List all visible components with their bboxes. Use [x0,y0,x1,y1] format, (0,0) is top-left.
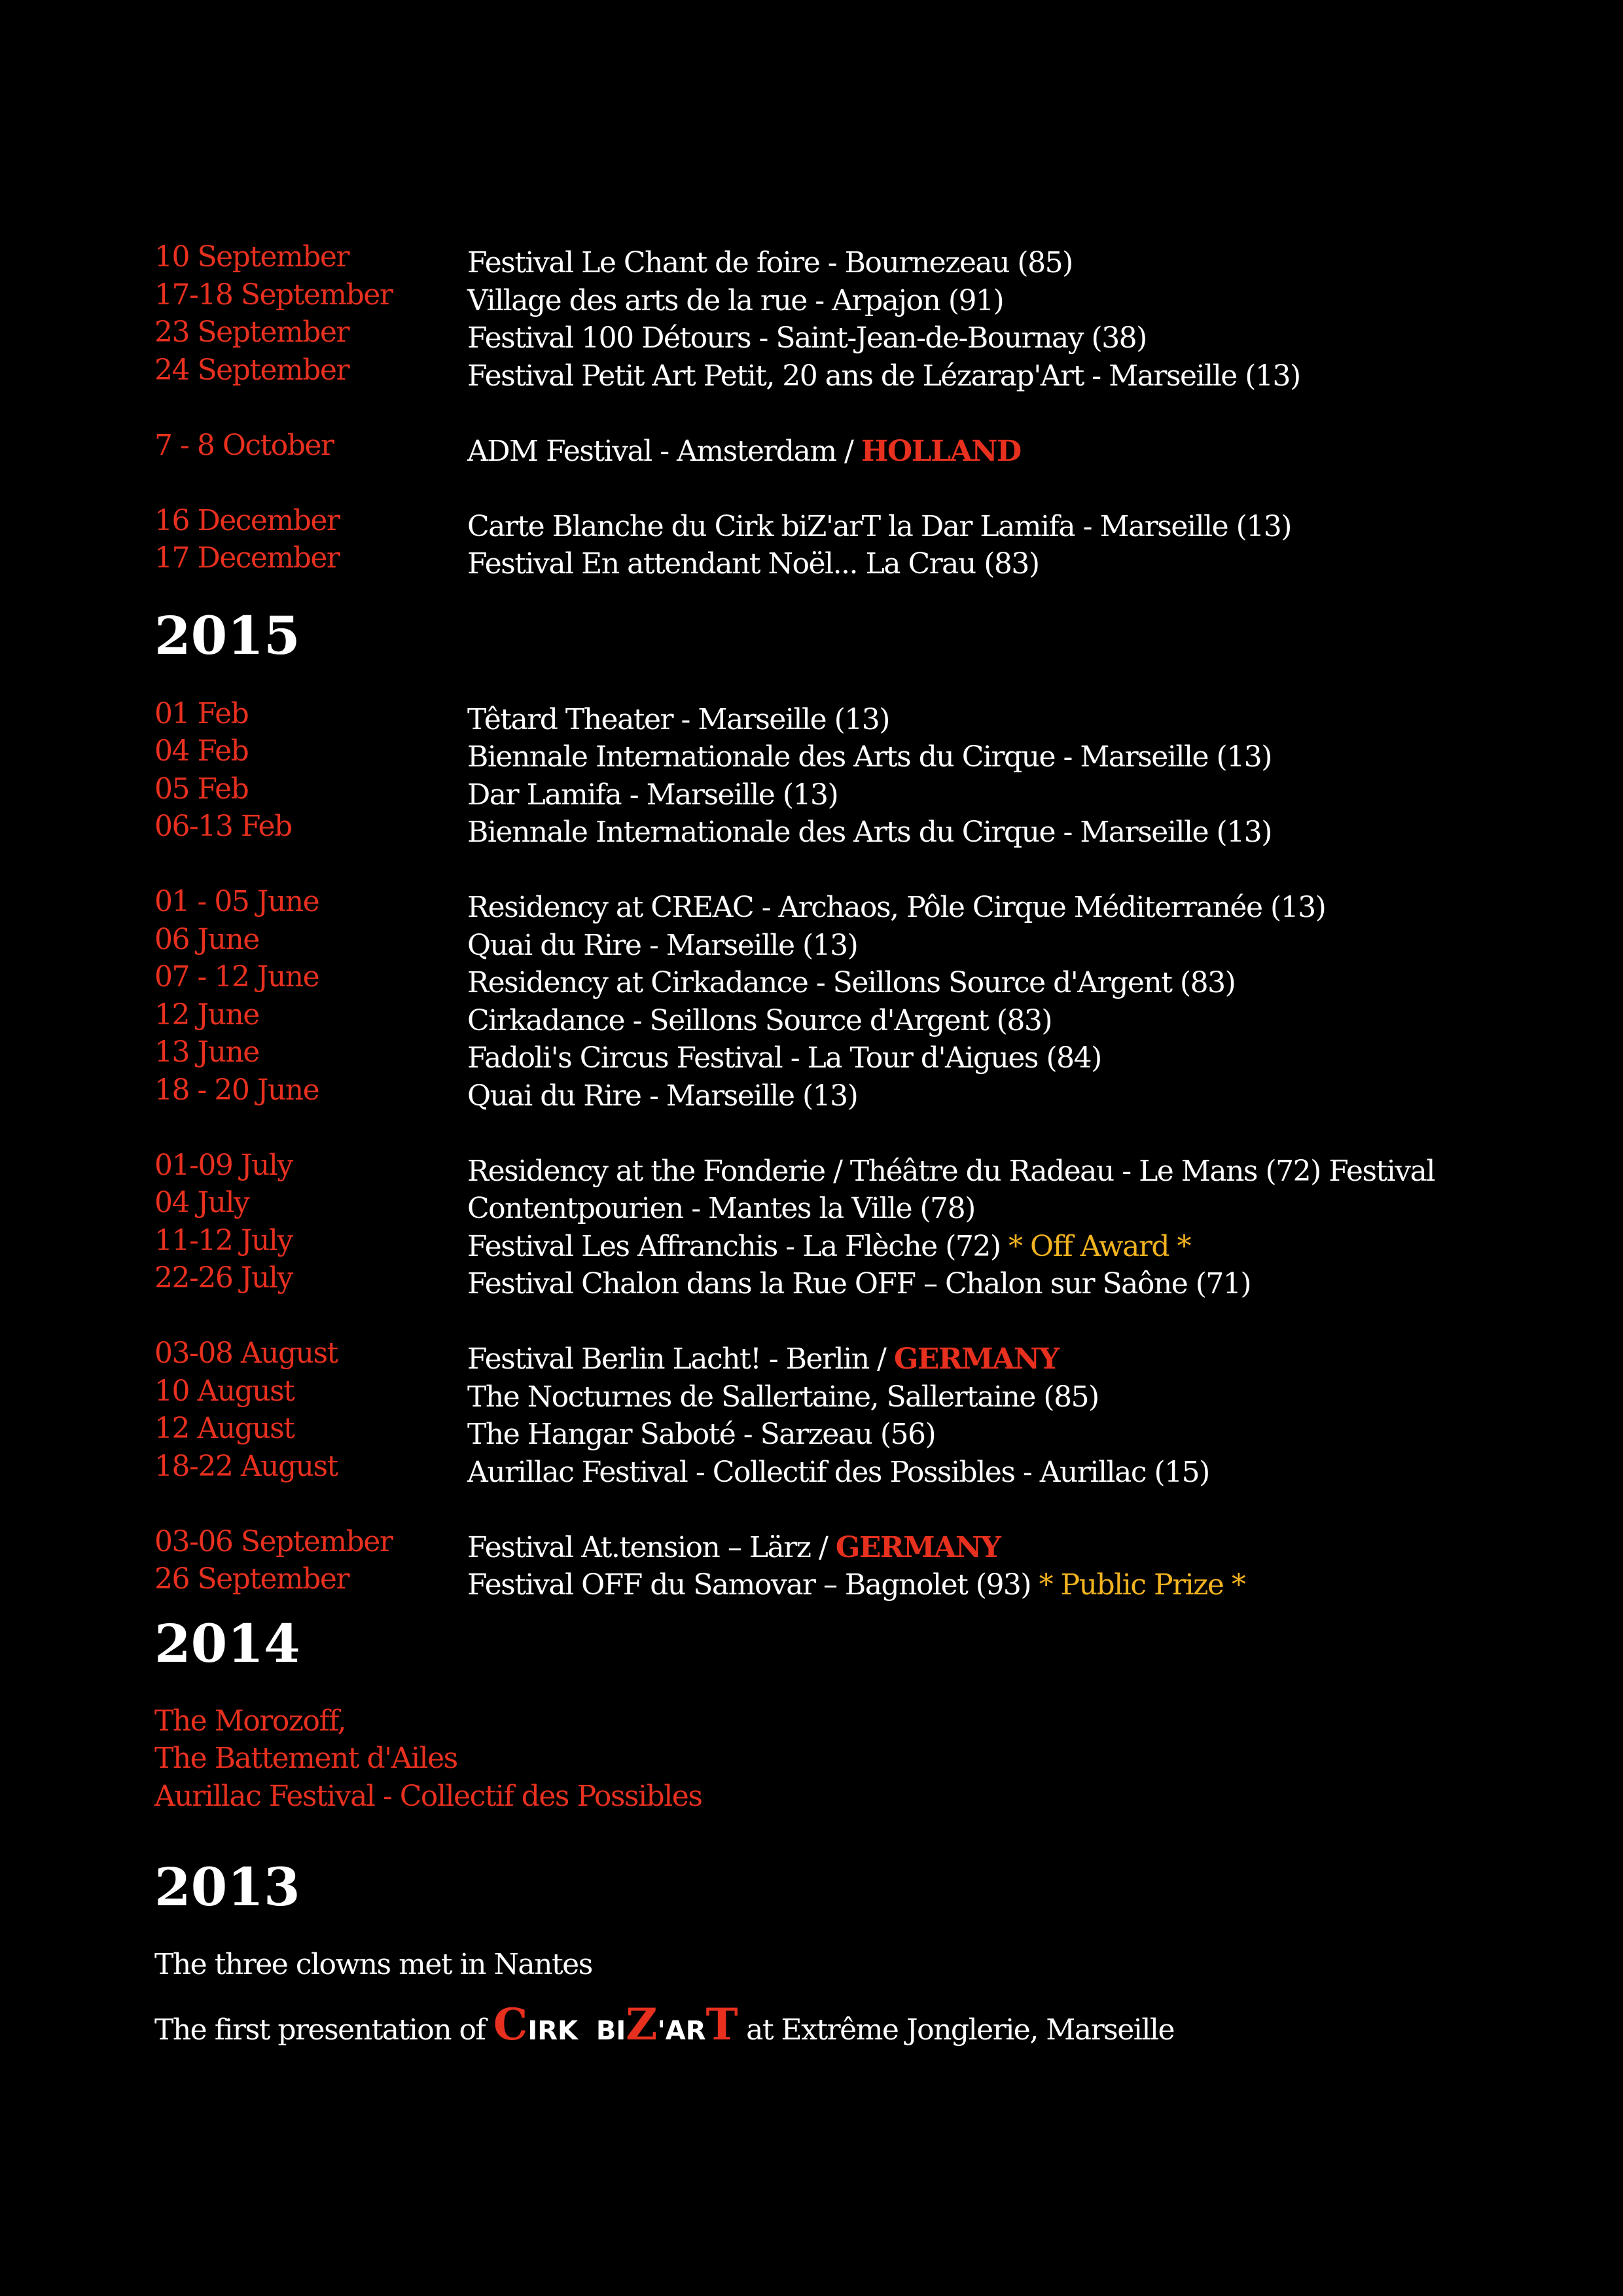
event-row [154,810,1529,852]
event-description [467,282,1003,320]
event-text: Festival Petit Art Petit, 20 ans de Lézarap'Art - Marseille (13) [467,359,1300,393]
event-date: 23 September [154,315,349,349]
event-description [467,964,1235,1002]
award-label: * Public Prize * [1039,1568,1245,1602]
event-description [467,1228,1190,1266]
event-text: Quai du Rire - Marseille (13) [467,1079,858,1113]
event-row [154,1073,1529,1115]
event-description [467,433,1021,471]
event-description [467,738,1272,776]
event-date: 12 August [154,1412,294,1445]
event-text: Festival Chalon dans la Rue OFF – Chalon sur Saône (71) [467,1267,1251,1300]
cirk-bizart-logo: CIRK BIZ'ART [493,1998,738,2050]
event-description [467,889,1325,927]
year-heading: 2014 [154,1612,300,1674]
country-label: HOLLAND [861,434,1021,468]
event-date: 17 December [154,541,340,575]
event-description [467,319,1147,357]
event-row [154,541,1529,583]
event-description [467,1454,1209,1492]
event-date: 07 - 12 June [154,960,319,994]
event-date: 01-09 July [154,1148,293,1182]
event-date: 01 - 05 June [154,885,319,918]
history-line: The three clowns met in Nantes [154,1948,592,1981]
tour-dates-page [154,240,1529,2050]
event-date: 10 September [154,240,349,274]
event-text: Fadoli's Circus Festival - La Tour d'Aigues (84) [467,1041,1101,1075]
event-description [467,776,838,814]
country-label: GERMANY [835,1530,1001,1564]
event-date: 24 September [154,353,349,387]
event-text: Dar Lamifa - Marseille (13) [467,778,838,812]
event-text: Cirkadance - Seillons Source d'Argent (83) [467,1003,1052,1037]
event-description [467,508,1291,546]
history-line [154,1998,1529,2050]
event-date: 01 Feb [154,696,249,730]
event-description [467,1416,935,1454]
event-text: Festival En attendant Noël... La Crau (83) [467,547,1039,581]
event-date: 13 June [154,1035,259,1069]
event-date: 12 June [154,997,259,1031]
history-line: The Battement d'Ailes [154,1742,457,1775]
event-description [467,701,889,739]
award-label: * Off Award * [1008,1229,1191,1263]
event-description [467,244,1073,282]
event-description [467,545,1039,583]
event-text: Festival Le Chant de foire - Bournezeau (85) [467,246,1073,279]
event-date: 7 - 8 October [154,428,334,462]
history-line: The Morozoff, [154,1704,346,1738]
event-row [154,1562,1529,1604]
event-text: Biennale Internationale des Arts du Cirque - Marseille (13) [467,816,1272,849]
event-description [467,1077,857,1115]
event-description [467,1190,975,1228]
event-date: 03-06 September [154,1524,393,1558]
event-text: Residency at the Fonderie / Théâtre du Radeau - Le Mans (72) Festival [467,1154,1435,1188]
event-date: 11-12 July [154,1223,293,1257]
year-heading: 2013 [154,1856,300,1918]
event-date: 16 December [154,503,340,537]
event-description [467,1265,1251,1303]
event-text: Festival 100 Détours - Saint-Jean-de-Bournay (38) [467,321,1147,355]
year-heading: 2015 [154,604,300,666]
event-text: Contentpourien - Mantes la Ville (78) [467,1192,975,1225]
event-description [467,927,857,965]
event-text: The Nocturnes de Sallertaine, Sallertaine (85) [467,1380,1099,1414]
event-date: 18 - 20 June [154,1073,319,1107]
event-description [467,1002,1052,1040]
event-description [467,1378,1099,1416]
event-date: 17-18 September [154,278,393,312]
event-description [467,1340,1059,1378]
history-line: Aurillac Festival - Collectif des Possibles [154,1779,702,1813]
event-date: 06 June [154,922,259,956]
event-date: 26 September [154,1562,349,1596]
event-text: Residency at Cirkadance - Seillons Source d'Argent (83) [467,966,1236,999]
event-text: Residency at CREAC - Archaos, Pôle Cirque Méditerranée (13) [467,891,1326,924]
event-description [467,1566,1245,1604]
event-description [467,357,1300,395]
country-label: GERMANY [893,1342,1059,1376]
event-text: Aurillac Festival - Collectif des Possibles - Aurillac (15) [467,1455,1209,1489]
event-text: Biennale Internationale des Arts du Cirque - Marseille (13) [467,740,1272,774]
event-text: Festival OFF du Samovar – Bagnolet (93) [467,1568,1039,1602]
event-date: 05 Feb [154,772,249,806]
event-row [154,1261,1529,1303]
event-date: 06-13 Feb [154,810,292,843]
event-description [467,814,1272,852]
event-text: Têtard Theater - Marseille (13) [467,702,889,736]
history-text: The first presentation of [154,2013,493,2047]
event-text: ADM Festival - Amsterdam / [467,434,861,468]
event-date: 04 Feb [154,734,249,768]
event-date: 04 July [154,1186,249,1219]
event-text: The Hangar Saboté - Sarzeau (56) [467,1418,936,1451]
event-text: Village des arts de la rue - Arpajon (91) [467,283,1004,317]
event-date: 10 August [154,1374,294,1408]
event-description [467,1039,1101,1077]
event-text: Festival Les Affranchis - La Flèche (72) [467,1229,1009,1263]
event-row [154,1449,1529,1492]
event-text: Festival At.tension – Lärz / [467,1530,836,1564]
event-date: 03-08 August [154,1336,338,1370]
event-text: Festival Berlin Lacht! - Berlin / [467,1342,894,1376]
history-text: at Extrême Jonglerie, Marseille [738,2013,1175,2047]
event-description [467,1529,1000,1567]
event-date: 18-22 August [154,1449,338,1483]
event-row [154,353,1529,395]
event-date: 22-26 July [154,1261,293,1295]
event-text: Quai du Rire - Marseille (13) [467,928,858,962]
event-description [467,1153,1435,1191]
event-text: Carte Blanche du Cirk biZ'arT la Dar Lamifa - Marseille (13) [467,509,1291,543]
event-row [154,428,1529,471]
